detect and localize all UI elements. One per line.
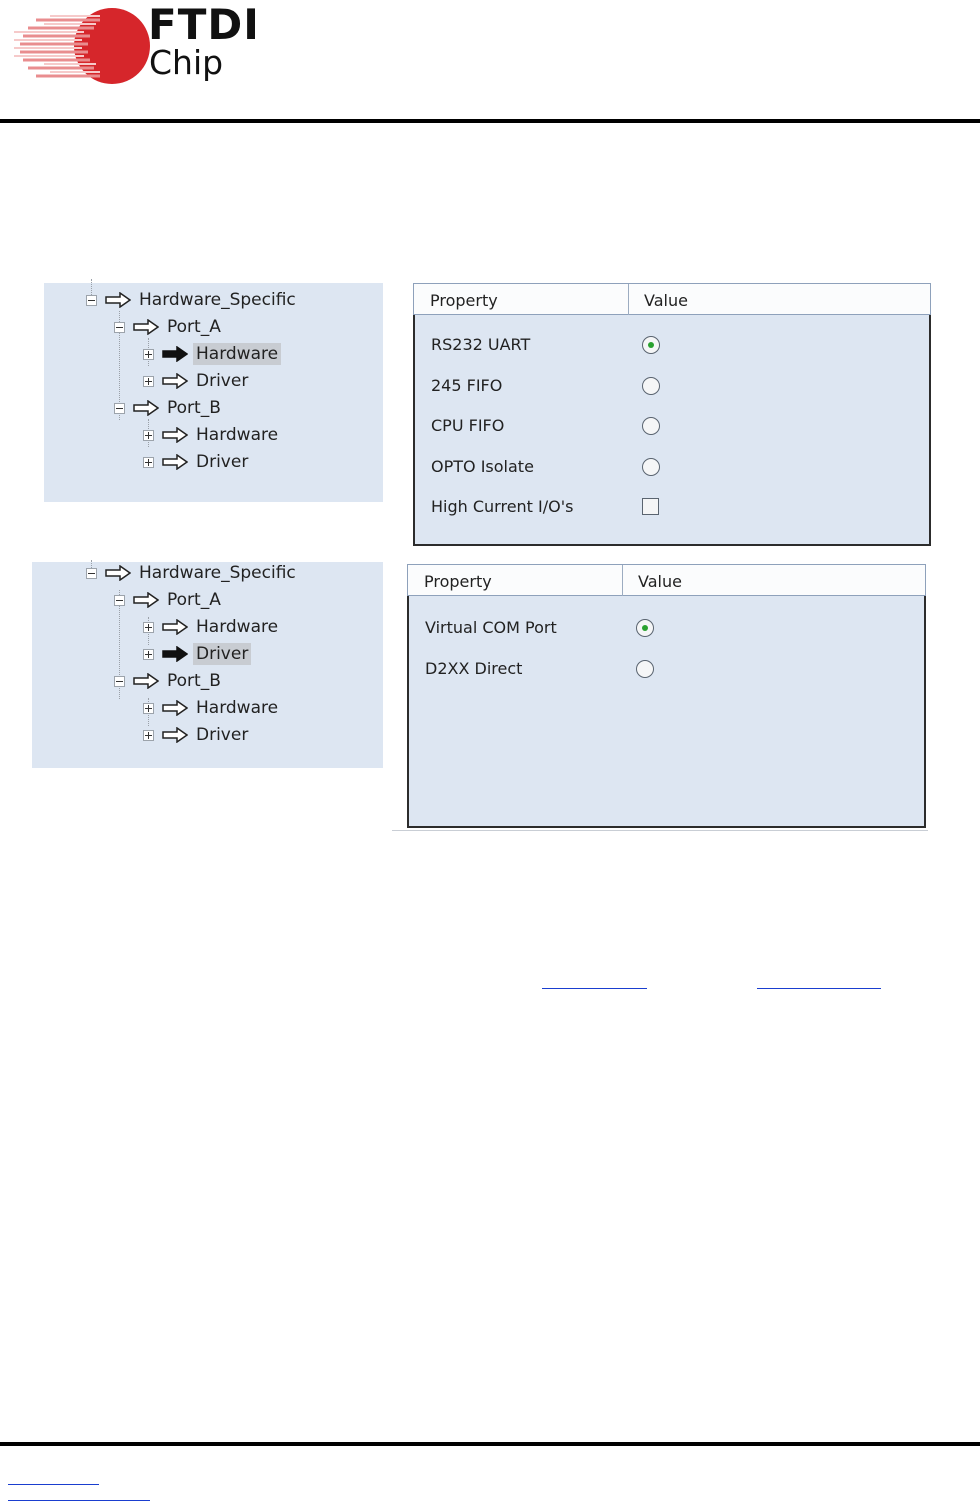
tree-node-hardware-specific[interactable]	[86, 562, 299, 584]
collapse-icon[interactable]	[114, 595, 125, 606]
grid-frame-line	[392, 830, 928, 831]
hyperlink-underline[interactable]	[757, 988, 881, 989]
collapse-icon[interactable]	[114, 322, 125, 333]
tree-label: Hardware_Specific	[139, 563, 296, 583]
arrow-icon	[162, 619, 188, 635]
arrow-icon	[133, 319, 159, 335]
tree-node-port-b[interactable]	[114, 670, 224, 692]
arrow-icon	[105, 565, 131, 581]
expand-icon[interactable]	[143, 703, 154, 714]
tree-label: Hardware	[196, 617, 279, 637]
arrow-icon	[162, 346, 188, 362]
arrow-icon	[133, 592, 159, 608]
tree-panel-driver	[32, 562, 383, 768]
collapse-icon[interactable]	[86, 568, 97, 579]
expand-icon[interactable]	[143, 730, 154, 741]
collapse-icon[interactable]	[114, 676, 125, 687]
grid-body	[407, 596, 926, 828]
radio-virtual-com-port[interactable]	[636, 619, 654, 637]
arrow-icon	[162, 427, 188, 443]
property-label-245fifo: 245 FIFO	[431, 376, 503, 395]
column-header-property[interactable]: Property	[424, 572, 492, 591]
tree-node-port-a[interactable]	[114, 316, 224, 338]
radio-cpu-fifo[interactable]	[642, 417, 660, 435]
property-label-cpufifo: CPU FIFO	[431, 416, 505, 435]
radio-rs232-uart[interactable]	[642, 336, 660, 354]
property-label-rs232: RS232 UART	[431, 335, 531, 354]
arrow-icon	[162, 700, 188, 716]
collapse-icon[interactable]	[114, 403, 125, 414]
tree-label-selected: Hardware	[193, 343, 281, 365]
grid-header	[413, 283, 931, 315]
tree-label: Port_B	[167, 671, 221, 691]
grid-body	[413, 315, 931, 546]
property-label-vcp: Virtual COM Port	[425, 618, 557, 637]
property-label-d2xx: D2XX Direct	[425, 659, 523, 678]
tree-label: Driver	[196, 725, 249, 745]
logo-text-ftdi: FTDI	[148, 0, 260, 49]
property-grid-hardware	[413, 283, 931, 546]
radio-245-fifo[interactable]	[642, 377, 660, 395]
collapse-icon[interactable]	[86, 295, 97, 306]
tree-node-port-a-driver[interactable]	[143, 643, 251, 665]
arrow-icon	[133, 400, 159, 416]
tree-label-selected: Driver	[193, 643, 251, 665]
logo-text-chip: Chip	[149, 43, 224, 82]
property-grid-driver	[407, 564, 926, 830]
tree-node-port-a-hardware[interactable]	[143, 616, 281, 638]
tree-label: Hardware	[196, 698, 279, 718]
property-label-high-current: High Current I/O's	[431, 497, 574, 516]
tree-node-port-a-hardware[interactable]	[143, 343, 281, 365]
tree-label: Port_A	[167, 317, 221, 337]
arrow-icon	[133, 673, 159, 689]
radio-opto-isolate[interactable]	[642, 458, 660, 476]
column-header-value[interactable]: Value	[638, 572, 682, 591]
tree-node-hardware-specific[interactable]	[86, 289, 299, 311]
arrow-icon	[162, 646, 188, 662]
arrow-icon	[105, 292, 131, 308]
checkbox-high-current-io[interactable]	[642, 498, 659, 515]
expand-icon[interactable]	[143, 649, 154, 660]
expand-icon[interactable]	[143, 457, 154, 468]
tree-node-port-a[interactable]	[114, 589, 224, 611]
column-header-value[interactable]: Value	[644, 291, 688, 310]
tree-node-port-a-driver[interactable]	[143, 370, 251, 392]
tree-label: Driver	[196, 452, 249, 472]
footer-link-underline[interactable]	[8, 1500, 150, 1501]
tree-label: Port_A	[167, 590, 221, 610]
expand-icon[interactable]	[143, 622, 154, 633]
tree-node-port-b-hardware[interactable]	[143, 424, 281, 446]
header-rule	[0, 119, 980, 123]
expand-icon[interactable]	[143, 376, 154, 387]
expand-icon[interactable]	[143, 349, 154, 360]
tree-label: Port_B	[167, 398, 221, 418]
tree-label: Hardware	[196, 425, 279, 445]
hyperlink-underline[interactable]	[542, 988, 647, 989]
grid-header	[407, 564, 926, 596]
property-label-opto: OPTO Isolate	[431, 457, 534, 476]
arrow-icon	[162, 727, 188, 743]
expand-icon[interactable]	[143, 430, 154, 441]
arrow-icon	[162, 454, 188, 470]
column-header-property[interactable]: Property	[430, 291, 498, 310]
tree-node-port-b[interactable]	[114, 397, 224, 419]
footer-link-underline[interactable]	[8, 1484, 99, 1485]
footer-rule	[0, 1442, 980, 1446]
tree-label: Hardware_Specific	[139, 290, 296, 310]
tree-node-port-b-driver[interactable]	[143, 451, 251, 473]
tree-node-port-b-hardware[interactable]	[143, 697, 281, 719]
arrow-icon	[162, 373, 188, 389]
radio-d2xx-direct[interactable]	[636, 660, 654, 678]
tree-node-port-b-driver[interactable]	[143, 724, 251, 746]
tree-label: Driver	[196, 371, 249, 391]
tree-panel-hardware	[44, 283, 383, 502]
